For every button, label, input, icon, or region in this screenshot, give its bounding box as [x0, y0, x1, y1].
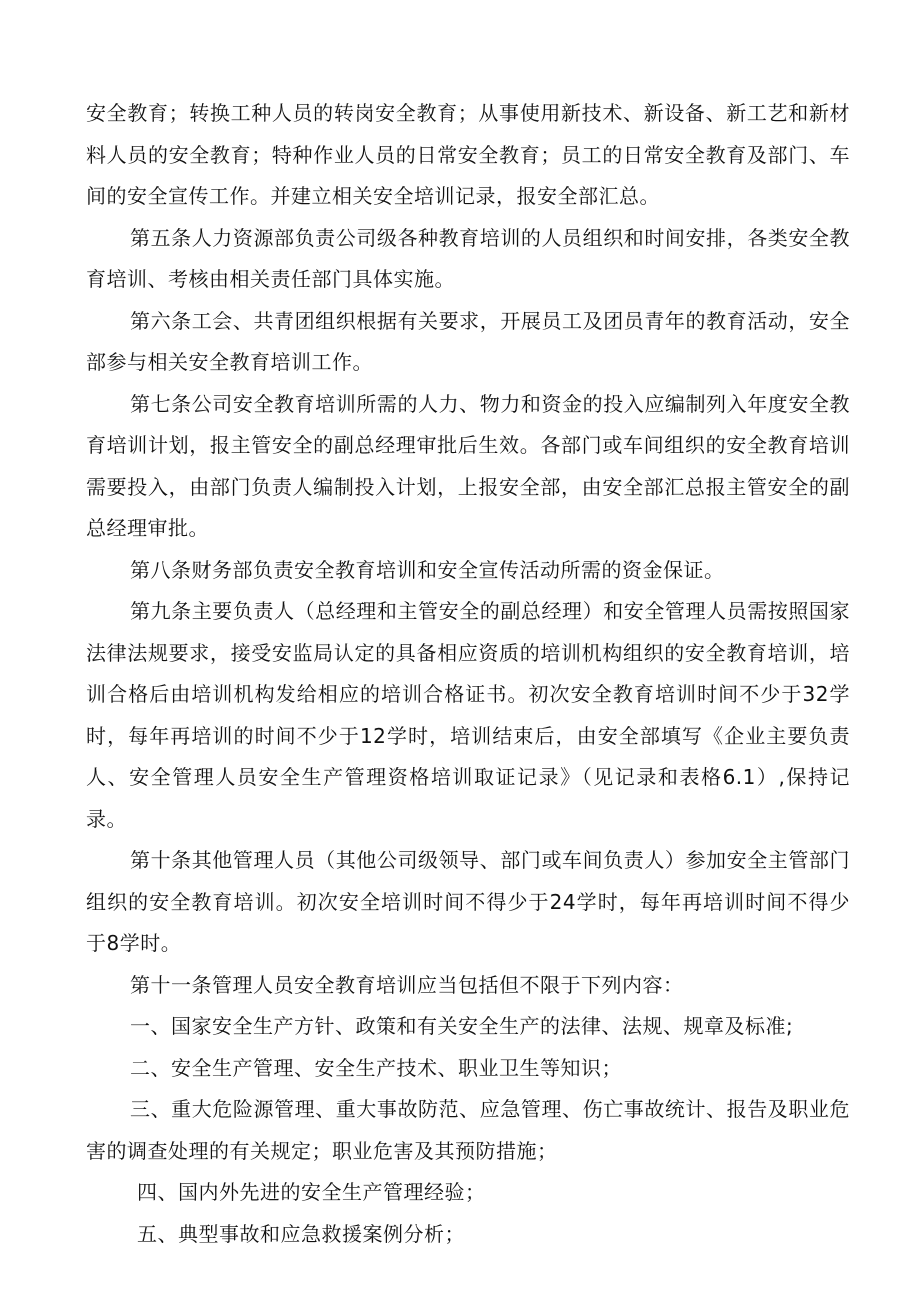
paragraph-article-10: 第十条其他管理人员（其他公司级领导、部门或车间负责人）参加安全主管部门组织的安全教育培训。初次安全培训时间不得少于24学时，每年再培训时间不得少于8学时。 [86, 848, 850, 955]
paragraph-article-11: 第十一条管理人员安全教育培训应当包括但不限于下列内容： [130, 972, 684, 997]
paragraph-article-9: 第九条主要负责人（总经理和主管安全的副总经理）和安全管理人员需按照国家法律法规要求，接受安监局认定的具备相应资质的培训机构组织的安全教育培训，培训合格后由培训机构发给相应的培训合格证书。初次安全教育培训时间不少于32学时，每年再培训的时间不少于12学时，培训结束后，由安全部填写《企业主要负责人、安全管理人员安全生产管理资格培训取证记录》（见记录和表格6.1）,保持记录。 [86, 599, 850, 831]
paragraph-article-6: 第六条工会、共青团组织根据有关要求，开展员工及团员青年的教育活动，安全部参与相关安全教育培训工作。 [86, 308, 850, 374]
list-item-5: 五、典型事故和应急救援案例分析； [137, 1221, 465, 1246]
paragraph-article-7: 第七条公司安全教育培训所需的人力、物力和资金的投入应编制列入年度安全教育培训计划，报主管安全的副总经理审批后生效。各部门或车间组织的安全教育培训需要投入，由部门负责人编制投入计划，上报安全部，由安全部汇总报主管安全的副总经理审批。 [86, 391, 850, 540]
list-item-4: 四、国内外先进的安全生产管理经验； [137, 1180, 486, 1204]
list-item-1: 一、国家安全生产方针、政策和有关安全生产的法律、法规、规章及标准; [130, 1014, 794, 1038]
list-item-2: 二、安全生产管理、安全生产技术、职业卫生等知识； [130, 1055, 622, 1080]
document-body [86, 93, 850, 1255]
paragraph-continuation: 安全教育；转换工种人员的转岗安全教育；从事使用新技术、新设备、新工艺和新材料人员的安全教育；特种作业人员的日常安全教育；员工的日常安全教育及部门、车间的安全宣传工作。并建立相关安全培训记录，报安全部汇总。 [86, 101, 850, 208]
list-item-3: 三、重大危险源管理、重大事故防范、应急管理、伤亡事故统计、报告及职业危害的调查处理的有关规定；职业危害及其预防措施； [86, 1097, 850, 1163]
paragraph-article-5: 第五条人力资源部负责公司级各种教育培训的人员组织和时间安排，各类安全教育培训、考核由相关责任部门具体实施。 [86, 225, 850, 291]
paragraph-article-8: 第八条财务部负责安全教育培训和安全宣传活动所需的资金保证。 [130, 557, 725, 582]
